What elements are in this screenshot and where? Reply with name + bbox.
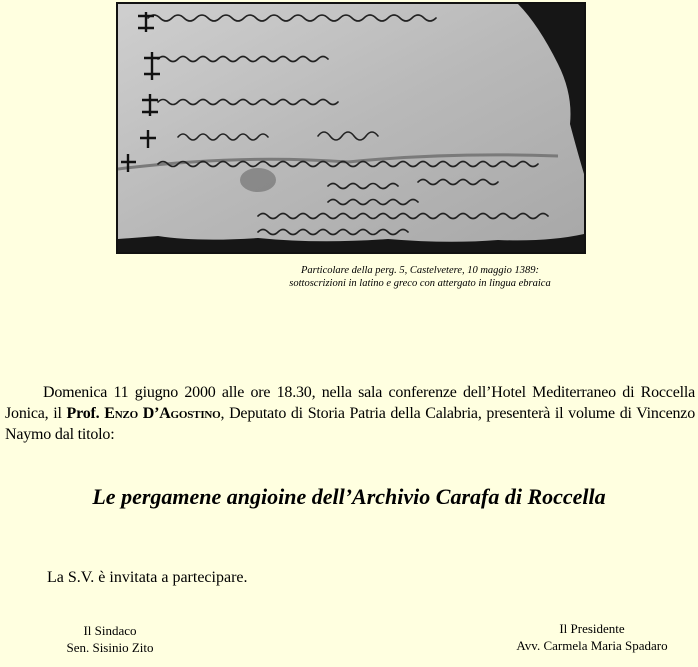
invitation-text-after: , Deputato di Storia Patria della Calabria, presenterà il volume di Vincenzo Naymo dal titolo: <box>5 405 695 443</box>
invitation-text-before: Domenica 11 giugno 2000 alle ore 18.30, nella sala conferenze dell’Hotel Mediterraneo di Roccella Jonica, il <box>5 384 695 422</box>
caption-line-1: Particolare della perg. 5, Castelvetere, 10 maggio 1389: <box>301 265 539 276</box>
speaker-name: Enzo D’Agostino <box>104 405 221 422</box>
photo-caption <box>240 264 600 290</box>
speaker <box>67 405 221 422</box>
speaker-title: Prof. <box>66 405 100 422</box>
closing-text: La S.V. è invitata a partecipare. <box>47 569 248 586</box>
invitation-paragraph <box>5 382 695 445</box>
signature-president-role: Il Presidente <box>559 621 625 636</box>
caption-line-2: sottoscrizioni in latino e greco con attergato in lingua ebraica <box>289 278 551 289</box>
signature-president-name: Avv. Carmela Maria Spadaro <box>516 638 668 653</box>
signature-mayor <box>40 622 180 656</box>
book-title: Le pergamene angioine dell’Archivio Carafa di Roccella <box>92 484 606 509</box>
signature-president <box>492 620 692 654</box>
parchment-photo <box>116 2 586 254</box>
signature-mayor-role: Il Sindaco <box>83 623 137 638</box>
signature-mayor-name: Sen. Sisinio Zito <box>66 640 154 655</box>
